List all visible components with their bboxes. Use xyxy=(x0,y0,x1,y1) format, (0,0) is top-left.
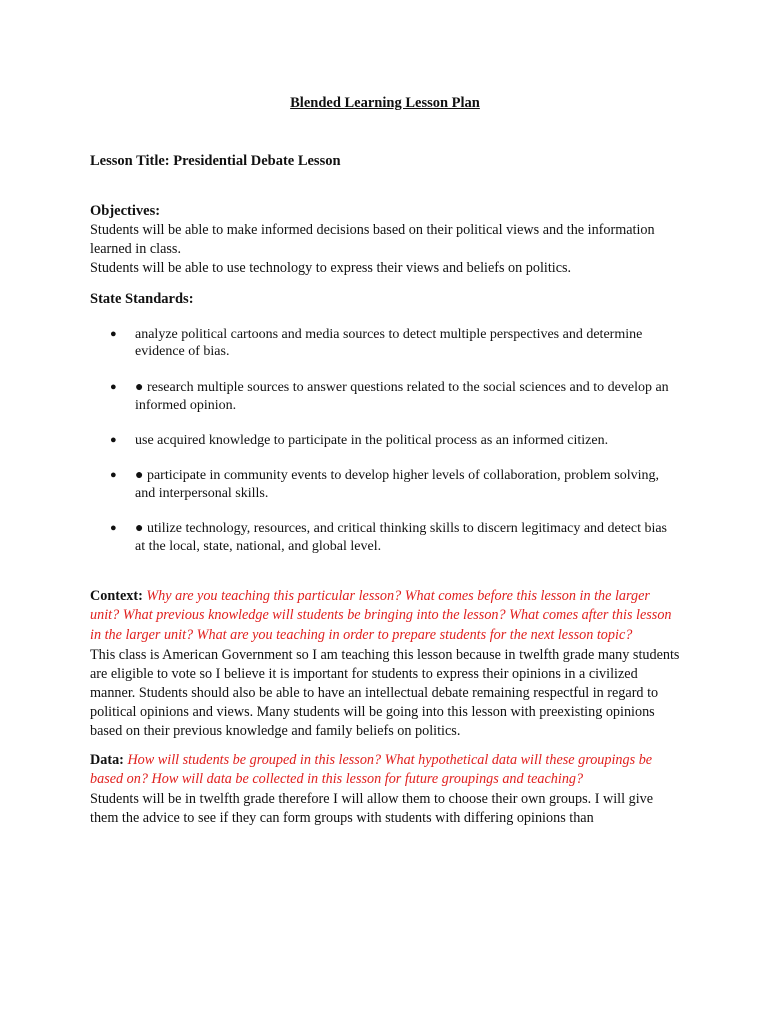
standard-text: analyze political cartoons and media sources to detect multiple perspectives and determine evidence of bias. xyxy=(135,326,643,360)
standard-text: ● research multiple sources to answer questions related to the social sciences and to develop an informed opinion. xyxy=(135,379,669,413)
data-prompt: How will students be grouped in this lesson? What hypothetical data will these groupings be based on? How will data be collected in this lesson for future groupings and teaching? xyxy=(90,751,653,788)
objective-paragraph: Students will be able to make informed decisions based on their political views and the information learned in class. xyxy=(90,222,655,258)
context-section xyxy=(90,587,680,742)
data-body: Students will be in twelfth grade therefore I will allow them to choose their own groups. I will give them the advice to see if they can form groups with students with differing opinions than xyxy=(90,790,654,826)
bullet-icon: ● xyxy=(110,469,117,482)
context-body: This class is American Government so I am teaching this lesson because in twelfth grade many students are eligible to vote so I believe it is important for students to express their opinions in a civilized manner. Students should also be able to have an intellectual debate remaining respectful in regard to political opinions and views. Many students will be going into this lesson with preexisting opinions based on their previous knowledge and family beliefs on politics. xyxy=(90,646,680,740)
data-prompt-line xyxy=(90,751,680,790)
state-standards-list xyxy=(90,326,680,556)
standard-item xyxy=(90,520,680,556)
standard-item xyxy=(90,467,680,503)
standard-item xyxy=(90,326,680,362)
standard-item xyxy=(90,379,680,415)
bullet-icon: ● xyxy=(110,327,117,340)
objectives-heading: Objectives: xyxy=(90,203,161,219)
standard-text: ● utilize technology, resources, and critical thinking skills to discern legitimacy and detect bias at the local, state, national, and global level. xyxy=(135,521,668,554)
standard-text: use acquired knowledge to participate in the political process as an informed citizen. xyxy=(135,432,609,448)
bullet-icon: ● xyxy=(110,380,117,393)
context-prompt: Why are you teaching this particular lesson? What comes before this lesson in the larger unit? What previous knowledge will students be bringing into the lesson? What comes after this lesson in the larger unit? What are you teaching in order to prepare students for the next lesson topic? xyxy=(90,587,672,643)
context-label: Context: xyxy=(90,587,143,604)
document-content xyxy=(90,93,680,828)
data-section xyxy=(90,751,680,829)
lesson-title: Lesson Title: Presidential Debate Lesson xyxy=(90,153,341,169)
standard-text: ● participate in community events to develop higher levels of collaboration, problem solving, and interpersonal skills. xyxy=(135,468,659,501)
objective-paragraph: Students will be able to use technology to express their views and beliefs on politics. xyxy=(90,260,572,277)
bullet-icon: ● xyxy=(110,433,117,446)
standard-item xyxy=(90,432,680,450)
context-prompt-line xyxy=(90,587,680,646)
bullet-icon: ● xyxy=(110,522,117,535)
data-label: Data: xyxy=(90,751,124,768)
state-standards-heading: State Standards: xyxy=(90,290,194,307)
document-title: Blended Learning Lesson Plan xyxy=(290,95,480,111)
